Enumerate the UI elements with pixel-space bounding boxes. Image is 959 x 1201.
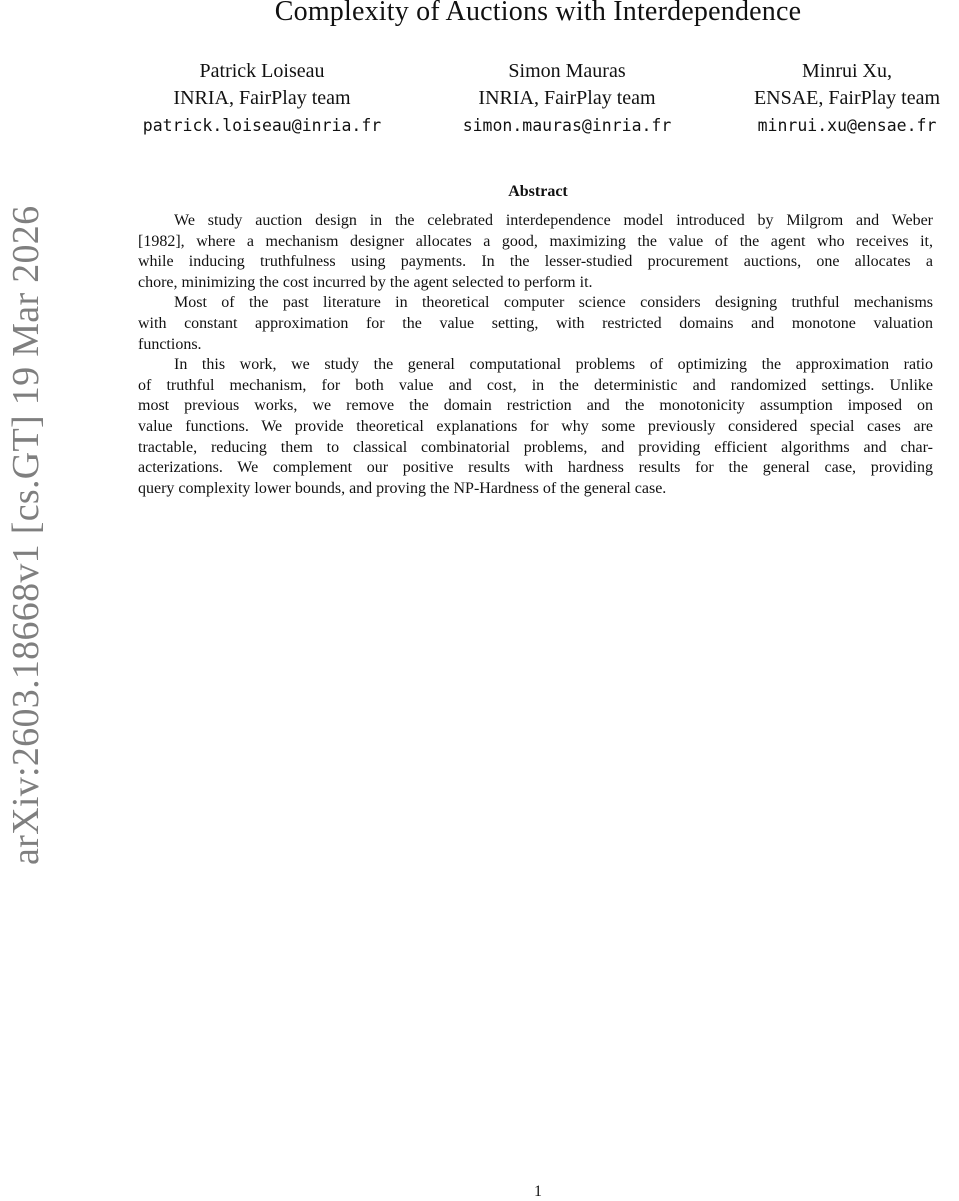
author-block: [407, 58, 727, 139]
abstract-line: [1982], where a mechanism designer allocates a good, maximizing the value of the agent who receives it,: [138, 232, 933, 250]
author-name: Patrick Loiseau: [199, 60, 325, 82]
abstract-paragraph: [138, 293, 933, 355]
abstract-line: of truthful mechanism, for both value and cost, in the deterministic and randomized settings. Unlike: [138, 376, 933, 394]
abstract-line: In this work, we study the general computational problems of optimizing the approximation ratio: [174, 356, 933, 374]
abstract-line: acterizations. We complement our positive results with hardness results for the general case, providing: [138, 459, 933, 477]
author-affiliation: ENSAE, FairPlay team: [753, 87, 941, 109]
abstract-paragraph: [138, 211, 933, 293]
page-number: 1: [534, 1183, 542, 1200]
abstract-body: [138, 211, 933, 499]
author-name: Simon Mauras: [508, 60, 626, 82]
author-email: simon.mauras@inria.fr: [462, 116, 672, 135]
abstract-line: functions.: [138, 335, 202, 353]
abstract-line: chore, minimizing the cost incurred by the agent selected to perform it.: [138, 273, 593, 291]
author-block: [687, 58, 959, 139]
abstract-line: with constant approximation for the value setting, with restricted domains and monotone valuation: [138, 314, 933, 332]
abstract-line: while inducing truthfulness using payments. In the lesser-studied procurement auctions, one allocates a: [138, 253, 933, 271]
abstract-line: Most of the past literature in theoretical computer science considers designing truthful mechanisms: [174, 294, 933, 312]
author-email: patrick.loiseau@inria.fr: [142, 116, 382, 135]
abstract-paragraph: [138, 355, 933, 499]
author-block: [102, 58, 422, 139]
author-affiliation: INRIA, FairPlay team: [173, 87, 351, 109]
abstract-heading: Abstract: [508, 183, 568, 200]
author-name: Minrui Xu,: [802, 60, 892, 82]
abstract-line: We study auction design in the celebrated interdependence model introduced by Milgrom and Weber: [174, 212, 933, 229]
abstract-line: tractable, reducing them to classical combinatorial problems, and providing efficient algorithms and char-: [138, 438, 933, 456]
author-affiliation: INRIA, FairPlay team: [478, 87, 656, 109]
abstract-line: value functions. We provide theoretical explanations for why some previously considered special cases are: [138, 417, 933, 435]
author-email: minrui.xu@ensae.fr: [757, 116, 937, 135]
abstract-line: most previous works, we remove the domain restriction and the monotonicity assumption imposed on: [138, 397, 933, 415]
paper-title: Complexity of Auctions with Interdependence: [274, 0, 802, 27]
arxiv-stamp: arXiv:2603.18668v1 [cs.GT] 19 Mar 2026: [5, 205, 47, 865]
abstract-line: query complexity lower bounds, and proving the NP-Hardness of the general case.: [138, 479, 667, 497]
